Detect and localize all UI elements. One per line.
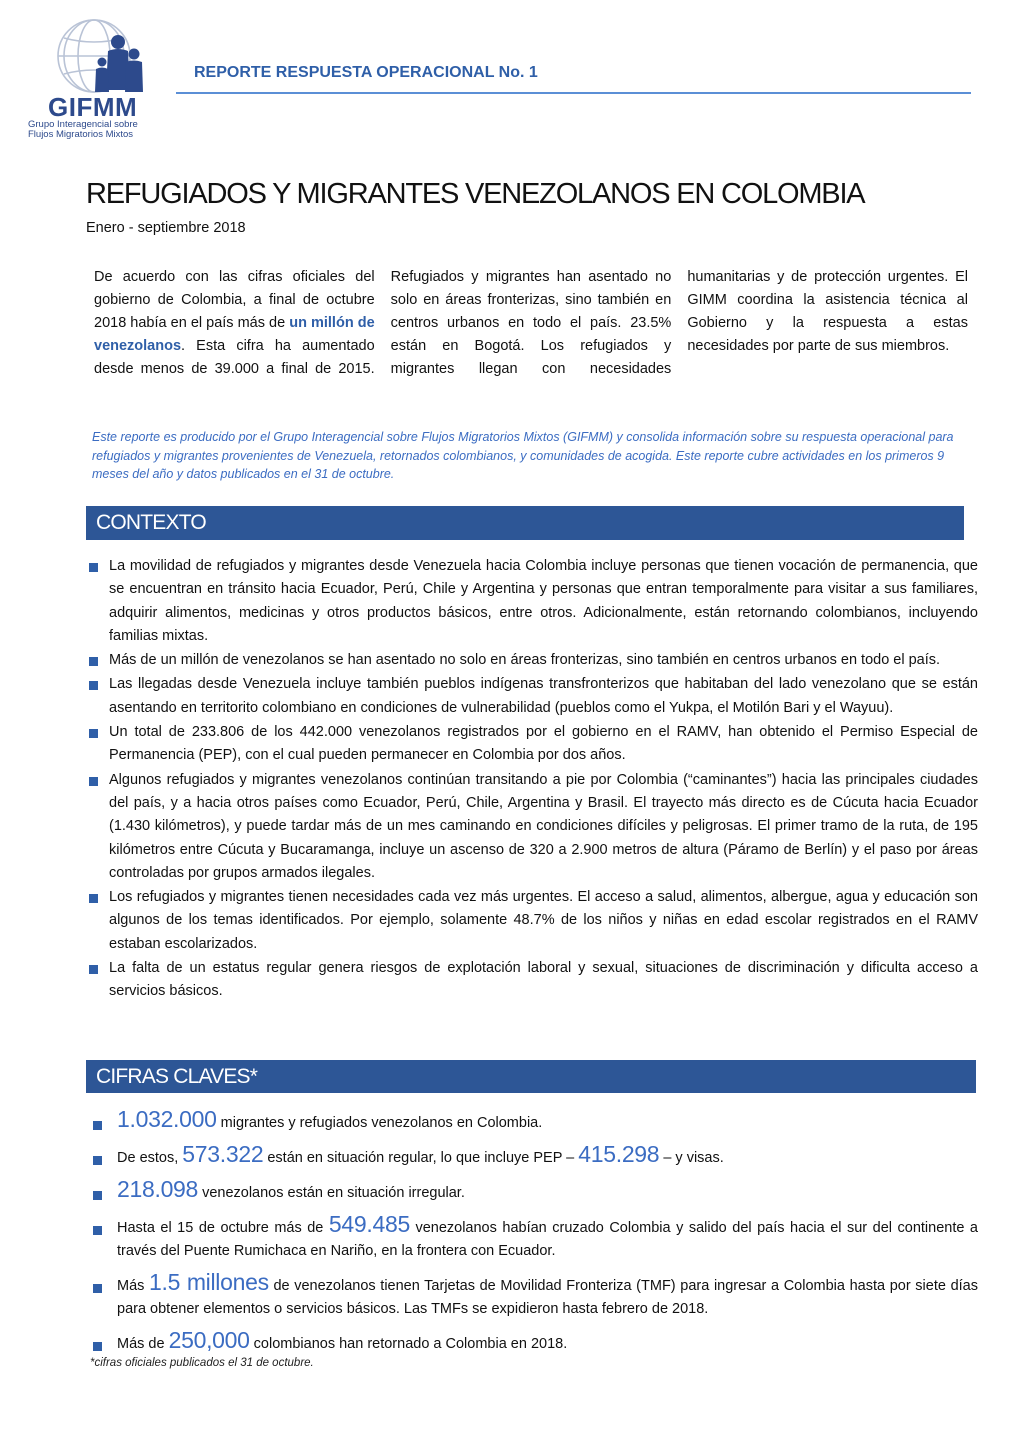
bullet-square-icon: [89, 965, 98, 974]
header-divider: [176, 92, 971, 94]
list-item: [86, 957, 978, 1004]
list-item: [86, 721, 978, 768]
key-figure-text: Más: [117, 1278, 150, 1294]
key-figure-text: colombianos han retornado a Colombia en 2018.: [249, 1336, 568, 1352]
section-header-cifras: [86, 1060, 976, 1093]
key-figure-text: Más de: [117, 1336, 169, 1352]
logo-text: [28, 94, 138, 140]
section-header-contexto: [86, 506, 964, 540]
bullet-square-icon: [89, 729, 98, 738]
key-figure-text: venezolanos están en situación irregular.: [198, 1185, 465, 1201]
section-title-cifras: CIFRAS CLAVES*: [96, 1064, 258, 1088]
intro-text-1: De acuerdo con las cifras oficiales del gobierno de Colombia, a final de octubre 2018 había en el país más de: [94, 269, 375, 331]
list-item: [86, 673, 978, 720]
bullet-square-icon: [89, 681, 98, 690]
intro-text-2: . Esta cifra ha aumentado desde menos de 39.000 a final de 2015. Refugiados y migrantes han asentado no solo en áreas fronterizas, sino también en centros urbanos en todo el país. 23.5% están en Bogotá. Los refugiados y migrantes llegan con necesidades humanitarias y de protección urgentes. El GIMM coordina la asistencia técnica al Gobierno y la respuesta a estas necesidades por parte de sus miembros.: [94, 269, 968, 377]
key-figure-number: 218.098: [117, 1176, 199, 1202]
list-item: [86, 555, 978, 648]
key-figure-text: están en situación regular, lo que incluye PEP –: [263, 1150, 579, 1166]
bullet-square-icon: [93, 1226, 102, 1235]
list-item-text: Un total de 233.806 de los 442.000 venezolanos registrados por el gobierno en el RAMV, han obtenido el Permiso Especial de Permanencia (PEP), con el cual pueden permanecer en Colombia por dos años.: [109, 724, 978, 764]
list-item-text: Los refugiados y migrantes tienen necesidades cada vez más urgentes. El acceso a salud, alimentos, albergue, agua y educación son algunos de los temas identificados. Por ejemplo, solamente 48.7% de los niños y niñas en edad escolar registrados en el RAMV estaban escolarizados.: [109, 889, 978, 952]
key-figure-text: Hasta el 15 de octubre más de: [117, 1220, 329, 1236]
bullet-square-icon: [89, 563, 98, 572]
bullet-square-icon: [89, 894, 98, 903]
list-item: [86, 886, 978, 956]
list-item-text: La movilidad de refugiados y migrantes desde Venezuela hacia Colombia incluye personas que tienen vocación de permanencia, que se encuentran en tránsito hacia Ecuador, Perú, Chile y Argentina y personas que entran temporalmente para visitar a sus familiares, adquirir alimentos, medicinas y otros productos básicos, entre otros. Adicionalmente, están retornando colombianos, incluyendo familias mixtas.: [109, 558, 978, 644]
key-figure-text: de venezolanos tienen Tarjetas de Movilidad Fronteriza (TMF) para ingresar a Colombia hasta por siete días para obtener elementos o servicios básicos. Las TMFs se expidieron hasta febrero de 2018.: [117, 1278, 978, 1317]
key-figure-number: 1.5 millones: [149, 1269, 269, 1295]
footnote: *cifras oficiales publicados el 31 de octubre.: [90, 1357, 314, 1369]
report-note: Este reporte es producido por el Grupo Interagencial sobre Flujos Migratorios Mixtos (GIFMM) y consolida información sobre su respuesta operacional para refugiados y migrantes provenientes de Venezuela, retornados colombianos, y comunidades de acogida. Este reporte cubre actividades en los primeros 9 meses del año y datos publicados en el 31 de octubre.: [92, 430, 954, 481]
cifras-list: [90, 1108, 978, 1364]
bullet-square-icon: [93, 1284, 102, 1293]
logo-subtitle-1: Grupo Interagencial sobre: [28, 119, 138, 130]
key-figure-item: [90, 1178, 978, 1205]
key-figure-item: [90, 1213, 978, 1263]
section-title-contexto: CONTEXTO: [96, 511, 206, 534]
list-item-text: Más de un millón de venezolanos se han asentado no solo en áreas fronterizas, sino también en centros urbanos en todo el país.: [109, 652, 941, 669]
key-figure-number: 250,000: [168, 1327, 250, 1353]
key-figure-number: 415.298: [578, 1141, 660, 1167]
key-figure-text: – y visas.: [659, 1150, 724, 1166]
bullet-square-icon: [93, 1121, 102, 1130]
page-title: REFUGIADOS Y MIGRANTES VENEZOLANOS EN COLOMBIA: [86, 178, 865, 210]
key-figure-text: migrantes y refugiados venezolanos en Colombia.: [216, 1115, 543, 1131]
globe-family-icon: [26, 18, 176, 98]
list-item-text: Las llegadas desde Venezuela incluye también pueblos indígenas transfronterizos que habitaban del lado venezolano que se están asentando en territorito colombiano en condiciones de vulnerabilidad (pueblos como el Yukpa, el Motilón Bari y el Wayuu).: [109, 676, 978, 716]
report-label: REPORTE RESPUESTA OPERACIONAL No. 1: [194, 64, 538, 81]
key-figure-text: venezolanos habían cruzado Colombia y salido del país hacia el sur del continente a través del Puente Rumichaca en Nariño, en la frontera con Ecuador.: [117, 1220, 978, 1259]
list-item-text: La falta de un estatus regular genera riesgos de explotación laboral y sexual, situaciones de discriminación y dificulta acceso a servicios básicos.: [109, 960, 978, 1000]
key-figure-number: 573.322: [182, 1141, 264, 1167]
key-figure-item: [90, 1143, 978, 1170]
bullet-square-icon: [89, 777, 98, 786]
intro-paragraph: [94, 266, 968, 381]
key-figure-number: 549.485: [328, 1211, 410, 1237]
logo-name: GIFMM: [48, 92, 138, 122]
bullet-square-icon: [93, 1191, 102, 1200]
key-figure-number: 1.032.000: [117, 1106, 217, 1132]
logo-subtitle-2: Flujos Migratorios Mixtos: [28, 129, 134, 140]
page-subtitle: Enero - septiembre 2018: [86, 220, 246, 236]
list-item: [86, 649, 978, 672]
list-item: [86, 769, 978, 885]
contexto-list: [86, 555, 978, 1005]
bullet-square-icon: [93, 1342, 102, 1351]
key-figure-item: [90, 1108, 978, 1135]
intro-highlight: un millón de venezolanos: [94, 315, 375, 354]
list-item-text: Algunos refugiados y migrantes venezolanos continúan transitando a pie por Colombia (“caminantes”) hacia las principales ciudades del país, y a hacia otros países como Ecuador, Perú, Chile, Argentina y Brasil. El trayecto más directo es de Cúcuta hacia Ecuador (1.430 kilómetros), y puede tardar más de un mes caminando en condiciones difíciles y peligrosas. El primer tramo de la ruta, de 195 kilómetros entre Cúcuta y Bucaramanga, incluye un ascenso de 320 a 2.900 metros de altura (Páramo de Berlín) y el paso por áreas controladas por grupos armados ilegales.: [109, 771, 978, 881]
bullet-square-icon: [89, 657, 98, 666]
key-figure-item: [90, 1271, 978, 1321]
key-figure-text: De estos,: [117, 1150, 183, 1166]
bullet-square-icon: [93, 1156, 102, 1165]
key-figure-item: [90, 1329, 978, 1356]
